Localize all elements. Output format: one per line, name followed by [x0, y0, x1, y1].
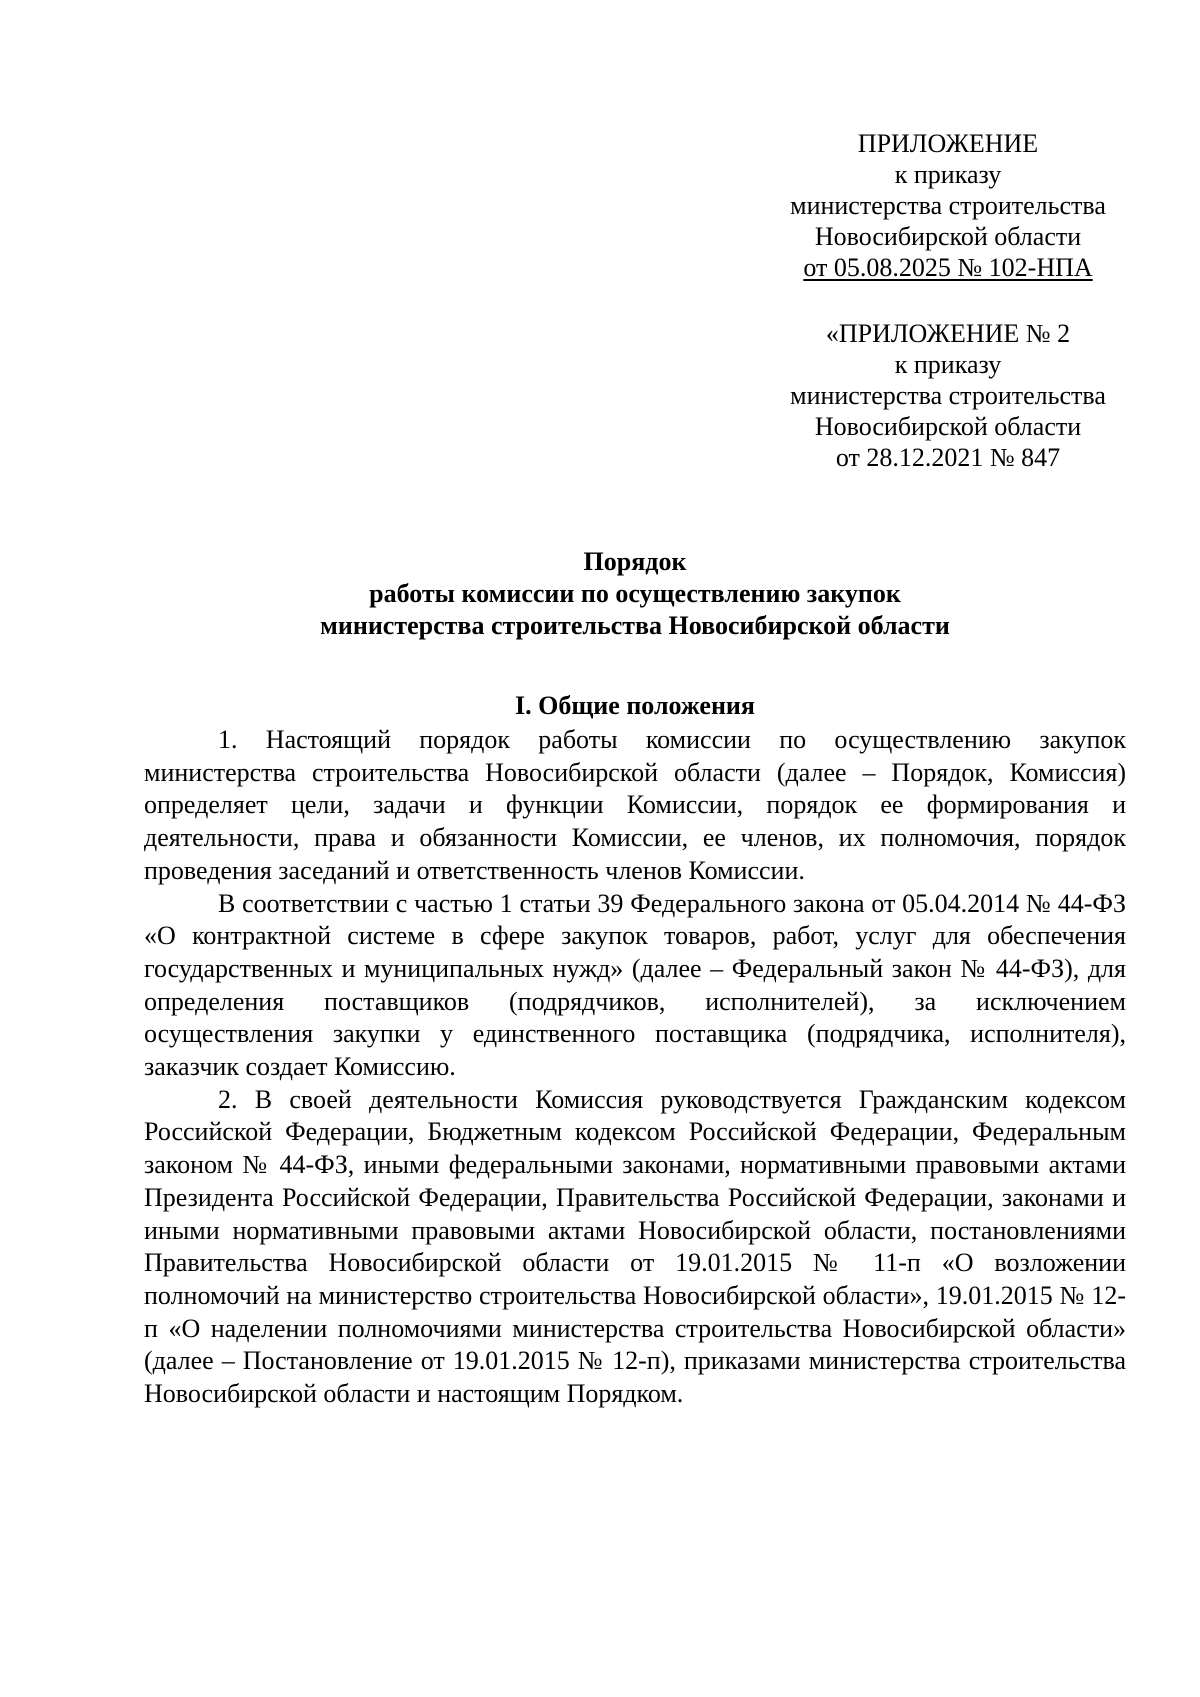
paragraph: 1. Настоящий порядок работы комиссии по осуществлению закупок министерства строительства Новосибирской области (далее – Порядок, Комиссия) определяет цели, задачи и функции Комиссии, порядок ее формирования и деятельности, права и обязанности Комиссии, ее членов, их полномочия, порядок проведения заседаний и ответственность членов Комиссии.: [144, 725, 1126, 885]
appendix-line: к приказу: [894, 160, 1002, 189]
section-heading: I. Общие положения: [515, 691, 755, 720]
quoted-appendix-line: к приказу: [894, 350, 1002, 379]
document-title: [144, 546, 1126, 642]
document-title-line: министерства строительства Новосибирской области: [320, 611, 950, 640]
section-body: [144, 724, 1126, 1411]
appendix-line: Новосибирской области: [814, 222, 1082, 251]
document-title-line: работы комиссии по осуществлению закупок: [369, 579, 901, 608]
appendix-header: [770, 128, 1126, 283]
document-title-line: Порядок: [583, 547, 687, 576]
quoted-appendix-line: министерства строительства: [790, 381, 1106, 410]
paragraph: В соответствии с частью 1 статьи 39 Федерального закона от 05.04.2014 № 44-ФЗ «О контрактной системе в сфере закупок товаров, работ, услуг для обеспечения государственных и муниципальных нужд» (далее – Федеральный закон № 44-ФЗ), для определения поставщиков (подрядчиков, исполнителей), за исключением осуществления закупки у единственного поставщика (подрядчика, исполнителя), заказчик создает Комиссию.: [144, 888, 1126, 1082]
appendix-order-reference: от 05.08.2025 № 102-НПА: [803, 253, 1093, 282]
quoted-appendix-header: [770, 318, 1126, 473]
quoted-appendix-line: Новосибирской области: [814, 412, 1082, 441]
appendix-line: министерства строительства: [790, 191, 1106, 220]
paragraph: 2. В своей деятельности Комиссия руководствуется Гражданским кодексом Российской Федерации, Бюджетным кодексом Российской Федерации, Федеральным законом № 44-ФЗ, иными федеральными законами, нормативными правовыми актами Президента Российской Федерации, Правительства Российской Федерации, законами и иными нормативными правовыми актами Новосибирской области, постановлениями Правительства Новосибирской области от 19.01.2015 № 11-п «О возложении полномочий на министерство строительства Новосибирской области», 19.01.2015 № 12-п «О наделении полномочиями министерства строительства Новосибирской области» (далее – Постановление от 19.01.2015 № 12-п), приказами министерства строительства Новосибирской области и настоящим Порядком.: [144, 1084, 1126, 1409]
quoted-appendix-order-reference: от 28.12.2021 № 847: [835, 443, 1061, 472]
appendix-title: ПРИЛОЖЕНИЕ: [857, 129, 1039, 158]
quoted-appendix-title: «ПРИЛОЖЕНИЕ № 2: [825, 319, 1071, 348]
